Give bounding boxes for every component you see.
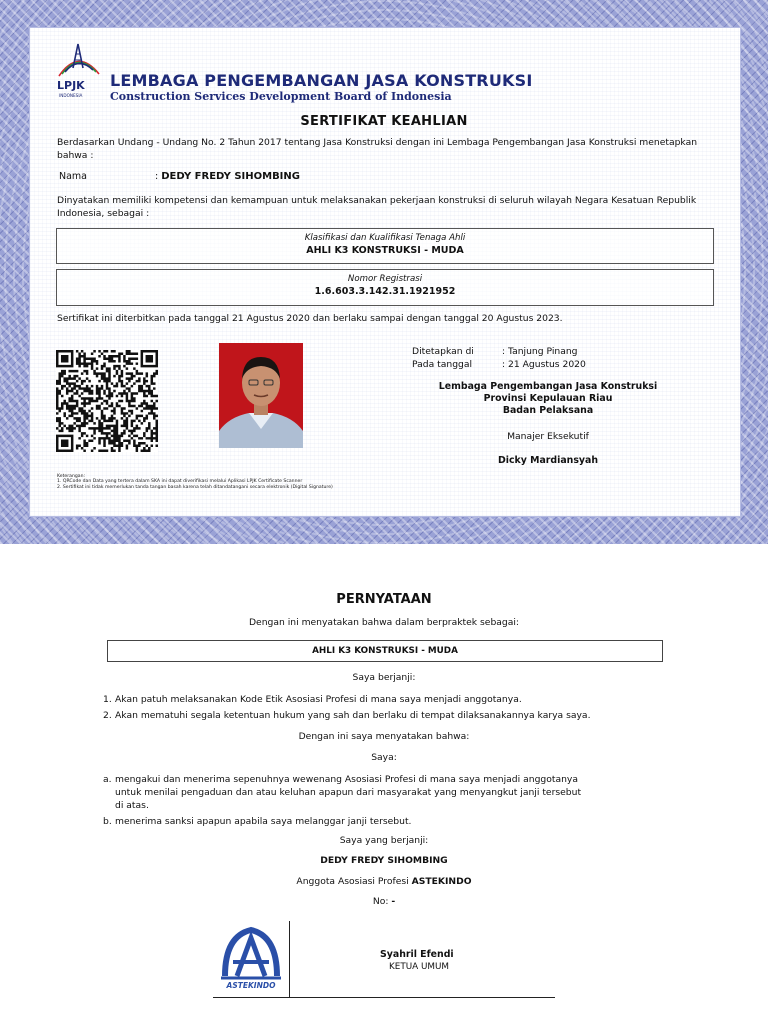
validity-text: Sertifikat ini diterbitkan pada tanggal 21 Agustus 2020 dan berlaku sampai dengan tanggal 20 Agustus 2023. xyxy=(57,313,563,324)
qr-code xyxy=(56,350,158,452)
org-name: LEMBAGA PENGEMBANGAN JASA KONSTRUKSI xyxy=(110,71,533,90)
logo-text: LPJK xyxy=(57,79,85,92)
note-1: 1. QRCode dan Data yang tertera dalam SKA ini dapat diverifikasi melalui Aplikasi LPJK Certificate Scanner xyxy=(57,479,303,485)
member-association xyxy=(0,876,768,887)
list-item-number: 1. xyxy=(103,694,112,705)
promise-list xyxy=(103,693,703,725)
association-name: ASTEKINDO xyxy=(411,876,472,887)
astekindo-logo-icon xyxy=(215,924,287,990)
chair-name: Syahril Efendi xyxy=(380,949,454,960)
certificate-intro: Berdasarkan Undang - Undang No. 2 Tahun 2017 tentang Jasa Konstruksi dengan ini Lembaga Pengembangan Jasa Konstruksi menetapkan bahwa : xyxy=(57,137,698,161)
note-2: 2. Sertifikat ini tidak memerlukan tanda tangan basah karena telah ditandatangani secara elektronik (Digital Signature) xyxy=(57,484,333,490)
name-separator: : xyxy=(155,171,159,182)
holder-name: DEDY FREDY SIHOMBING xyxy=(161,171,300,182)
name-label: Nama xyxy=(59,171,88,182)
list-item xyxy=(103,773,583,812)
org-name-english: Construction Services Development Board of Indonesia xyxy=(110,90,452,103)
statement-role-box: AHLI K3 KONSTRUKSI - MUDA xyxy=(107,640,663,662)
name-row xyxy=(59,171,300,182)
ditetapkan-label: Ditetapkan di xyxy=(412,346,474,357)
org-line-2: Provinsi Kepulauan Riau xyxy=(483,393,613,404)
logo-country: INDONESIA xyxy=(59,93,83,98)
holder-photo xyxy=(219,343,303,448)
classification-value: AHLI K3 KONSTRUKSI - MUDA xyxy=(306,245,464,256)
list-item xyxy=(103,815,583,828)
list-item-number: 2. xyxy=(103,710,112,721)
registration-caption: Nomor Registrasi xyxy=(347,274,423,284)
list-item-text: menerima sanksi apapun apabila saya melanggar janji tersebut. xyxy=(115,816,412,827)
signature-baseline xyxy=(213,997,555,998)
list-item-number: a. xyxy=(103,774,112,785)
list-item xyxy=(103,709,703,722)
org-line-3: Badan Pelaksana xyxy=(502,405,594,416)
number-value: - xyxy=(391,896,396,907)
number-label: No: xyxy=(372,896,392,907)
certificate-title: SERTIFIKAT KEAHLIAN xyxy=(300,114,468,129)
registration-box xyxy=(56,269,714,306)
list-item-text: mengakui dan menerima sepenuhnya wewenang Asosiasi Profesi di mana saya menjadi anggotanya untuk menilai pengaduan dan atau keluhan apapun dari masyarakat yang menyangkut janji tersebut di atas. xyxy=(115,774,582,811)
classification-box xyxy=(56,228,714,264)
issuing-organization xyxy=(398,381,698,417)
member-prefix: Anggota Asosiasi Profesi xyxy=(296,876,412,887)
ditetapkan-value: : Tanjung Pinang xyxy=(502,346,578,357)
member-number xyxy=(0,896,768,907)
notes-title: Keterangan: xyxy=(57,474,86,479)
lpjk-logo-icon xyxy=(53,38,103,100)
list-item-number: b. xyxy=(103,816,112,827)
chair-title: KETUA UMUM xyxy=(389,962,450,972)
certificate-notes xyxy=(57,474,333,490)
classification-caption: Klasifikasi dan Kualifikasi Tenaga Ahli xyxy=(304,233,466,243)
issue-place-date xyxy=(412,345,586,371)
signer-title: Manajer Eksekutif xyxy=(507,431,589,442)
saya-heading: Saya: xyxy=(371,752,397,763)
list-item-text: Akan patuh melaksanakan Kode Etik Asosiasi Profesi di mana saya menjadi anggotanya. xyxy=(115,694,522,705)
registration-number: 1.6.603.3.142.31.1921952 xyxy=(314,286,456,297)
member-name: DEDY FREDY SIHOMBING xyxy=(320,855,448,866)
tanggal-value: : 21 Agustus 2020 xyxy=(502,359,586,370)
promise-heading: Saya berjanji: xyxy=(352,672,416,683)
org-line-1: Lembaga Pengembangan Jasa Konstruksi xyxy=(438,381,658,392)
signer-name: Dicky Mardiansyah xyxy=(497,455,599,466)
tanggal-label: Pada tanggal xyxy=(412,359,473,370)
statement-intro: Dengan ini menyatakan bahwa dalam berpraktek sebagai: xyxy=(248,617,520,628)
certificate-statement: Dinyatakan memiliki kompetensi dan kemampuan untuk melaksanakan pekerjaan konstruksi di seluruh wilayah Negara Kesatuan Republik Indonesia, sebagai : xyxy=(57,195,697,219)
list-item xyxy=(103,693,703,706)
signature-divider xyxy=(289,921,290,997)
statement-title: PERNYATAAN xyxy=(336,592,432,607)
statement-list xyxy=(103,773,583,831)
closing-line: Saya yang berjanji: xyxy=(339,835,429,846)
declare-heading: Dengan ini saya menyatakan bahwa: xyxy=(298,731,470,742)
astekindo-logo-text: ASTEKINDO xyxy=(226,981,276,990)
list-item-text: Akan mematuhi segala ketentuan hukum yang sah dan berlaku di tempat dilaksanakannya karya saya. xyxy=(115,710,591,721)
